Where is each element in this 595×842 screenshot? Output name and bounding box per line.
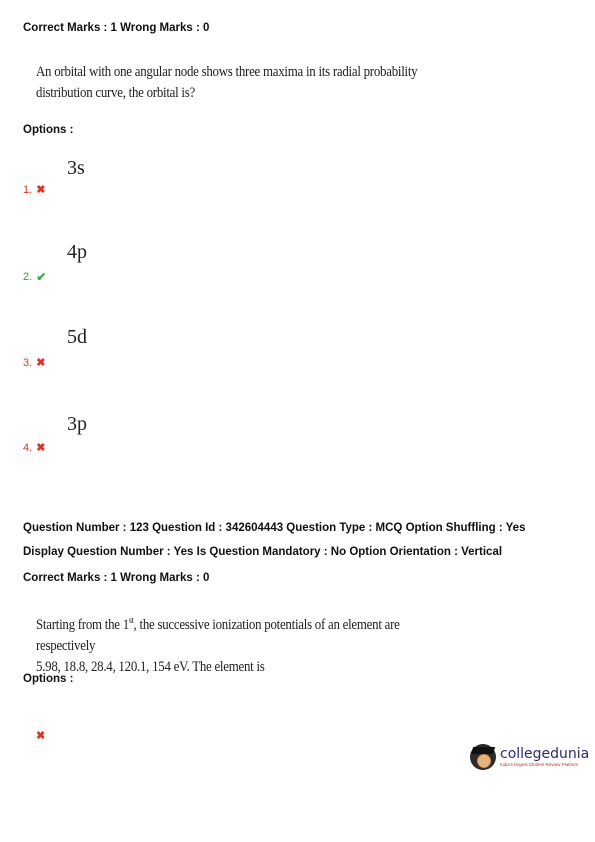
q2-header-line1: Question Number : 123 Question Id : 342604443 Question Type : MCQ Option Shuffling : Yes xyxy=(23,522,526,534)
logo-tagline: India's largest Student Review Platform xyxy=(500,761,579,767)
q1-option-1-text[interactable]: 3s xyxy=(67,157,85,179)
q1-option-2-number xyxy=(23,270,46,284)
option-number: 4. xyxy=(23,441,33,454)
logo-mascot-icon xyxy=(470,744,496,770)
q2-marks: Correct Marks : 1 Wrong Marks : 0 xyxy=(23,572,210,584)
q2-options-label: Options : xyxy=(23,673,74,685)
q2-text-post: , the successive ionization potentials of an element are respectively xyxy=(36,617,400,654)
q2-option-1-marker xyxy=(36,729,45,742)
q1-option-3-number xyxy=(23,356,45,369)
cross-icon: ✖ xyxy=(36,357,46,369)
q2-text-pre: Starting from the 1 xyxy=(36,617,129,633)
q1-marks: Correct Marks : 1 Wrong Marks : 0 xyxy=(23,22,210,34)
q2-text-line1 xyxy=(36,610,449,657)
logo-name: collegedunia xyxy=(500,745,590,762)
cross-icon: ✖ xyxy=(36,442,46,454)
q1-option-2-text[interactable]: 4p xyxy=(67,241,87,263)
q1-option-4-number xyxy=(23,441,45,454)
q2-text-sup: st xyxy=(128,615,134,625)
option-number: 2. xyxy=(23,271,33,283)
cross-icon: ✖ xyxy=(36,184,46,196)
q1-option-3-text[interactable]: 5d xyxy=(67,326,87,348)
q1-option-1-number xyxy=(23,183,45,196)
check-icon: ✔ xyxy=(36,270,47,284)
q1-question-text xyxy=(36,62,449,104)
q1-option-4-text[interactable]: 3p xyxy=(67,413,87,435)
q1-text-line1: An orbital with one angular node shows three maxima in its radial probability xyxy=(36,64,418,80)
q2-header-line2: Display Question Number : Yes Is Question Mandatory : No Option Orientation : Vertical xyxy=(23,546,503,558)
option-number: 3. xyxy=(23,356,33,369)
q2-text-line2: 5.98, 18.8, 28.4, 120.1, 154 eV. The element is xyxy=(36,659,265,675)
q2-question-text xyxy=(36,610,449,678)
option-number: 1. xyxy=(23,183,33,196)
collegedunia-logo xyxy=(470,744,589,770)
q1-text-line2: distribution curve, the orbital is? xyxy=(36,85,195,101)
q1-options-label: Options : xyxy=(23,124,74,136)
cross-icon: ✖ xyxy=(36,730,46,742)
